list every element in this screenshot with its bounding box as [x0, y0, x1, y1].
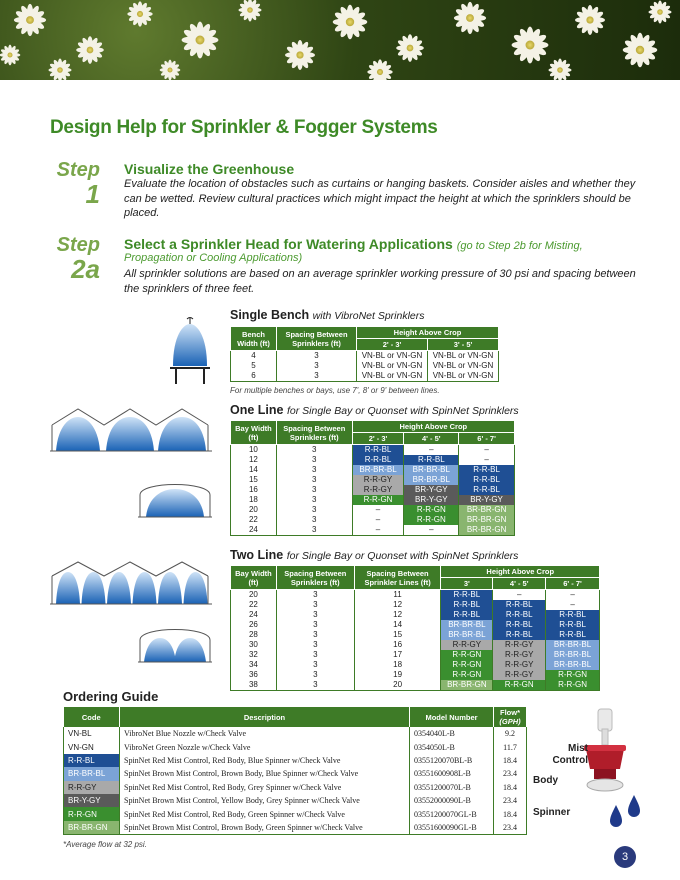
one-line-table: [230, 420, 515, 536]
flower: [575, 5, 605, 35]
table-cell: VibroNet Green Nozzle w/Check Valve: [120, 740, 410, 753]
two-line-title: Two Line for Single Bay or Quonset with SpinNet Sprinklers: [230, 548, 519, 562]
table-cell: R-R-GN: [546, 670, 600, 680]
table-cell: BR-BR-BL: [546, 640, 600, 650]
table-cell: 11.7: [494, 740, 527, 753]
table-cell: 3: [276, 485, 352, 495]
flower: [623, 33, 658, 68]
table-cell: R-R-BL: [441, 610, 493, 620]
table-cell: R-R-GN: [493, 680, 546, 691]
col-h3: 6' - 7': [546, 578, 600, 590]
table-cell: R-R-BL: [459, 465, 515, 475]
table-row: [231, 630, 600, 640]
table-cell: 3: [276, 660, 354, 670]
two-line-quonset-diagram: [136, 620, 214, 666]
table-cell: SpinNet Red Mist Control, Red Body, Grey Spinner w/Check Valve: [120, 781, 410, 794]
table-row: [231, 455, 515, 465]
flower: [649, 1, 672, 24]
flower: [76, 36, 104, 64]
table-cell: 3: [276, 650, 354, 660]
table-cell: R-R-GN: [64, 807, 120, 820]
table-cell: R-R-GN: [404, 505, 459, 515]
table-cell: 23.4: [494, 794, 527, 807]
col-height: Height Above Crop: [352, 421, 514, 433]
col-flow: Flow* (GPH): [494, 707, 527, 727]
table-row: [231, 475, 515, 485]
flower: [454, 2, 486, 34]
single-bench-table: [230, 326, 499, 382]
flower: [182, 22, 219, 59]
table-row: [231, 670, 600, 680]
table-cell: 32: [231, 650, 277, 660]
table-cell: VN-BL or VN-GN: [357, 371, 428, 382]
step-2a-heading: Select a Sprinkler Head for Watering Applications (go to Step 2b for Misting,: [124, 236, 583, 252]
table-cell: 3: [276, 600, 354, 610]
spray-cone: [56, 572, 80, 604]
flower: [14, 4, 46, 36]
table-cell: R-R-GY: [493, 660, 546, 670]
table-cell: SpinNet Red Mist Control, Red Body, Blue Spinner w/Check Valve: [120, 754, 410, 767]
table-cell: 3: [276, 610, 354, 620]
table-cell: 19: [354, 670, 441, 680]
table-row: [231, 495, 515, 505]
table-cell: R-R-BL: [352, 445, 404, 456]
col-h2: 4' - 5': [493, 578, 546, 590]
col-spacing: Spacing Between Sprinklers (ft): [276, 421, 352, 445]
table-cell: BR-Y-GY: [404, 495, 459, 505]
table-cell: R-R-GN: [404, 515, 459, 525]
col-height: Height Above Crop: [441, 566, 600, 578]
table-cell: 3: [276, 505, 352, 515]
table-cell: BR-BR-BL: [404, 465, 459, 475]
step-2a-label: Step 2a: [56, 234, 100, 284]
table-cell: 03551200070L-B: [410, 781, 494, 794]
table-row: [231, 680, 600, 691]
col-h3: 6' - 7': [459, 433, 515, 445]
col-spacing: Spacing Between Sprinklers (ft): [276, 566, 354, 590]
table-cell: R-R-GY: [493, 650, 546, 660]
ordering-guide-table: [63, 707, 527, 835]
table-cell: 15: [354, 630, 441, 640]
table-cell: SpinNet Brown Mist Control, Brown Body, Green Spinner w/Check Valve: [120, 821, 410, 834]
table-cell: 22: [231, 600, 277, 610]
table-row: [64, 727, 527, 740]
table-cell: 03551600090GL-B: [410, 821, 494, 834]
table-cell: 3: [277, 361, 357, 371]
label-body: Body: [533, 775, 558, 786]
table-row: [231, 620, 600, 630]
table-row: [64, 794, 527, 807]
col-h2: 4' - 5': [404, 433, 459, 445]
col-description: Description: [120, 707, 410, 727]
table-cell: R-R-GY: [441, 640, 493, 650]
table-cell: BR-Y-GY: [459, 495, 515, 505]
table-cell: BR-BR-GN: [441, 680, 493, 691]
table-cell: R-R-GN: [352, 495, 404, 505]
table-cell: 38: [231, 680, 277, 691]
table-cell: SpinNet Brown Mist Control, Yellow Body, Grey Spinner w/Check Valve: [120, 794, 410, 807]
table-cell: 30: [231, 640, 277, 650]
table-cell: VibroNet Blue Nozzle w/Check Valve: [120, 727, 410, 740]
table-cell: –: [459, 445, 515, 456]
table-cell: 03551600908L-B: [410, 767, 494, 780]
table-cell: R-R-GY: [64, 781, 120, 794]
table-cell: 18.4: [494, 807, 527, 820]
table-cell: 18: [354, 660, 441, 670]
table-cell: R-R-BL: [441, 600, 493, 610]
table-cell: 3: [276, 465, 352, 475]
table-cell: R-R-BL: [459, 485, 515, 495]
col-h1: 2' - 3': [352, 433, 404, 445]
table-cell: SpinNet Red Mist Control, Red Body, Green Spinner w/Check Valve: [120, 807, 410, 820]
table-cell: 3: [276, 475, 352, 485]
table-cell: 3: [276, 670, 354, 680]
table-cell: BR-BR-BL: [441, 630, 493, 640]
table-row: [231, 660, 600, 670]
two-line-multi-bay-diagram: [48, 556, 214, 608]
col-code: Code: [64, 707, 120, 727]
table-cell: 20: [231, 590, 277, 601]
table-row: [64, 767, 527, 780]
table-cell: 24: [231, 610, 277, 620]
table-cell: R-R-BL: [493, 630, 546, 640]
step-1-body: Evaluate the location of obstacles such as curtains or hanging baskets. Consider aisles and whether they can be wetted. Review cultural practices which might impact the height at which the sprinklers should be placed.: [124, 178, 636, 219]
table-cell: 6: [231, 371, 277, 382]
two-line-table: [230, 565, 600, 691]
table-cell: 18.4: [494, 754, 527, 767]
table-cell: 23.4: [494, 767, 527, 780]
table-cell: 12: [354, 610, 441, 620]
flower: [549, 59, 572, 81]
table-cell: 12: [354, 600, 441, 610]
table-cell: VN-BL or VN-GN: [428, 371, 499, 382]
spinnet-sprinkler-image: [580, 705, 660, 845]
table-row: [64, 781, 527, 794]
table-cell: 14: [231, 465, 277, 475]
table-cell: 17: [354, 650, 441, 660]
table-cell: R-R-GN: [546, 680, 600, 691]
table-cell: –: [404, 525, 459, 536]
table-cell: 3: [276, 515, 352, 525]
table-row: [231, 610, 600, 620]
table-cell: BR-BR-GN: [459, 525, 515, 536]
table-cell: R-R-BL: [546, 620, 600, 630]
table-cell: VN-BL or VN-GN: [428, 351, 499, 362]
page-number: 3: [614, 846, 636, 868]
table-cell: BR-BR-BL: [546, 650, 600, 660]
table-cell: –: [404, 445, 459, 456]
table-cell: R-R-BL: [546, 630, 600, 640]
table-cell: 3: [276, 620, 354, 630]
single-bench-diagram: [168, 316, 212, 386]
flower: [0, 45, 20, 66]
table-cell: BR-Y-GY: [64, 794, 120, 807]
single-bench-title: Single Bench with VibroNet Sprinklers: [230, 308, 425, 322]
table-cell: 22: [231, 515, 277, 525]
table-row: [231, 600, 600, 610]
table-row: [231, 515, 515, 525]
col-bench-width: Bench Width (ft): [231, 327, 277, 351]
table-cell: R-R-GN: [441, 660, 493, 670]
table-row: [231, 465, 515, 475]
table-cell: 03551200070GL-B: [410, 807, 494, 820]
table-cell: –: [546, 590, 600, 601]
table-cell: VN-BL or VN-GN: [428, 361, 499, 371]
table-cell: 3: [277, 351, 357, 362]
flower: [127, 1, 152, 26]
flower: [160, 60, 181, 80]
table-cell: R-R-GY: [352, 485, 404, 495]
table-row: [64, 754, 527, 767]
table-cell: 12: [231, 455, 277, 465]
table-cell: VN-BL or VN-GN: [357, 351, 428, 362]
flower: [367, 59, 392, 80]
table-cell: 3: [277, 371, 357, 382]
col-height: Height Above Crop: [357, 327, 499, 339]
step-2a-note-line2: Propagation or Cooling Applications): [124, 252, 303, 264]
table-cell: BR-BR-GN: [459, 505, 515, 515]
table-cell: 0354050L-B: [410, 740, 494, 753]
table-cell: 10: [231, 445, 277, 456]
table-row: [64, 740, 527, 753]
table-cell: R-R-BL: [441, 590, 493, 601]
header-banner-image: [0, 0, 680, 80]
table-cell: 15: [231, 475, 277, 485]
table-row: [231, 505, 515, 515]
one-line-title: One Line for Single Bay or Quonset with SpinNet Sprinklers: [230, 403, 519, 417]
table-cell: 16: [231, 485, 277, 495]
table-cell: BR-BR-GN: [459, 515, 515, 525]
table-row: [231, 445, 515, 456]
table-cell: BR-BR-BL: [441, 620, 493, 630]
table-cell: 18.4: [494, 781, 527, 794]
table-cell: R-R-BL: [493, 620, 546, 630]
table-cell: –: [459, 455, 515, 465]
single-bench-note: For multiple benches or bays, use 7', 8' or 9' between lines.: [230, 386, 440, 395]
col-h1: 3': [441, 578, 493, 590]
label-mist-control: Mist Control: [552, 743, 588, 766]
table-cell: 28: [231, 630, 277, 640]
table-cell: 16: [354, 640, 441, 650]
spray-cone: [184, 572, 208, 604]
spray-cone: [82, 572, 106, 604]
one-line-quonset-diagram: [136, 475, 214, 521]
table-row: [231, 650, 600, 660]
table-cell: –: [493, 590, 546, 601]
table-cell: BR-Y-GY: [404, 485, 459, 495]
flower: [333, 5, 368, 40]
table-cell: R-R-BL: [352, 455, 404, 465]
col-model-number: Model Number: [410, 707, 494, 727]
col-bay-width: Bay Width (ft): [231, 566, 277, 590]
table-cell: –: [352, 515, 404, 525]
table-cell: BR-BR-BL: [64, 767, 120, 780]
table-cell: –: [352, 525, 404, 536]
table-cell: –: [352, 505, 404, 515]
table-cell: 3: [276, 590, 354, 601]
table-cell: 34: [231, 660, 277, 670]
step-1-heading: Visualize the Greenhouse: [124, 161, 295, 177]
flower: [285, 40, 315, 70]
table-cell: BR-BR-BL: [352, 465, 404, 475]
table-cell: –: [546, 600, 600, 610]
spray-cone: [158, 572, 182, 604]
table-cell: 26: [231, 620, 277, 630]
table-cell: 3: [276, 445, 352, 456]
table-cell: 3: [276, 640, 354, 650]
table-cell: 36: [231, 670, 277, 680]
table-cell: 3: [276, 525, 352, 536]
page-title: Design Help for Sprinkler & Fogger Systems: [50, 117, 438, 138]
table-cell: R-R-BL: [64, 754, 120, 767]
ordering-footnote: *Average flow at 32 psi.: [63, 840, 147, 849]
table-row: [231, 371, 499, 382]
table-row: [231, 361, 499, 371]
table-cell: R-R-GN: [441, 670, 493, 680]
spray-cone: [133, 572, 157, 604]
table-cell: R-R-BL: [493, 600, 546, 610]
step-1-label: Step 1: [56, 159, 100, 209]
table-cell: 4: [231, 351, 277, 362]
table-cell: R-R-BL: [493, 610, 546, 620]
table-row: [231, 590, 600, 601]
col-line-spacing: Spacing Between Sprinkler Lines (ft): [354, 566, 441, 590]
table-cell: 18: [231, 495, 277, 505]
table-cell: VN-BL: [64, 727, 120, 740]
table-cell: 3: [276, 630, 354, 640]
label-spinner: Spinner: [533, 807, 571, 818]
table-row: [64, 807, 527, 820]
col-spacing: Spacing Between Sprinklers (ft): [277, 327, 357, 351]
table-cell: BR-BR-BL: [404, 475, 459, 485]
table-cell: VN-GN: [64, 740, 120, 753]
one-line-multi-bay-diagram: [48, 403, 214, 455]
table-cell: 03552000090L-B: [410, 794, 494, 807]
table-cell: R-R-GY: [493, 670, 546, 680]
table-cell: 14: [354, 620, 441, 630]
table-cell: BR-BR-BL: [546, 660, 600, 670]
flower: [512, 27, 549, 64]
table-row: [231, 640, 600, 650]
step-2a-body: All sprinkler solutions are based on an average sprinkler working pressure of 30 psi and spacing between the sprinklers of three feet.: [124, 268, 636, 295]
table-cell: SpinNet Brown Mist Control, Brown Body, Blue Spinner w/Check Valve: [120, 767, 410, 780]
table-cell: R-R-BL: [404, 455, 459, 465]
table-cell: 9.2: [494, 727, 527, 740]
col-h1: 2' - 3': [357, 339, 428, 351]
table-cell: VN-BL or VN-GN: [357, 361, 428, 371]
step-2a-note: (go to Step 2b for Misting,: [456, 240, 583, 252]
ordering-guide-title: Ordering Guide: [63, 689, 159, 704]
table-cell: R-R-BL: [459, 475, 515, 485]
table-cell: 5: [231, 361, 277, 371]
table-cell: 23.4: [494, 821, 527, 834]
table-cell: 3: [276, 680, 354, 691]
table-cell: 3: [276, 495, 352, 505]
table-row: [231, 485, 515, 495]
table-cell: 0355120070BL-B: [410, 754, 494, 767]
table-cell: R-R-GY: [352, 475, 404, 485]
table-cell: 0354040L-B: [410, 727, 494, 740]
col-bay-width: Bay Width (ft): [231, 421, 277, 445]
table-cell: 20: [354, 680, 441, 691]
table-row: [231, 525, 515, 536]
flower: [396, 34, 424, 62]
table-row: [64, 821, 527, 834]
table-cell: R-R-GN: [441, 650, 493, 660]
table-cell: R-R-BL: [546, 610, 600, 620]
flower: [239, 0, 262, 22]
flower: [49, 59, 72, 81]
table-cell: 3: [276, 455, 352, 465]
table-cell: 20: [231, 505, 277, 515]
table-cell: 24: [231, 525, 277, 536]
table-row: [231, 351, 499, 362]
table-cell: R-R-GY: [493, 640, 546, 650]
table-cell: 11: [354, 590, 441, 601]
col-h2: 3' - 5': [428, 339, 499, 351]
flower-photo: [0, 0, 680, 80]
spray-cone: [107, 572, 131, 604]
table-cell: BR-BR-GN: [64, 821, 120, 834]
